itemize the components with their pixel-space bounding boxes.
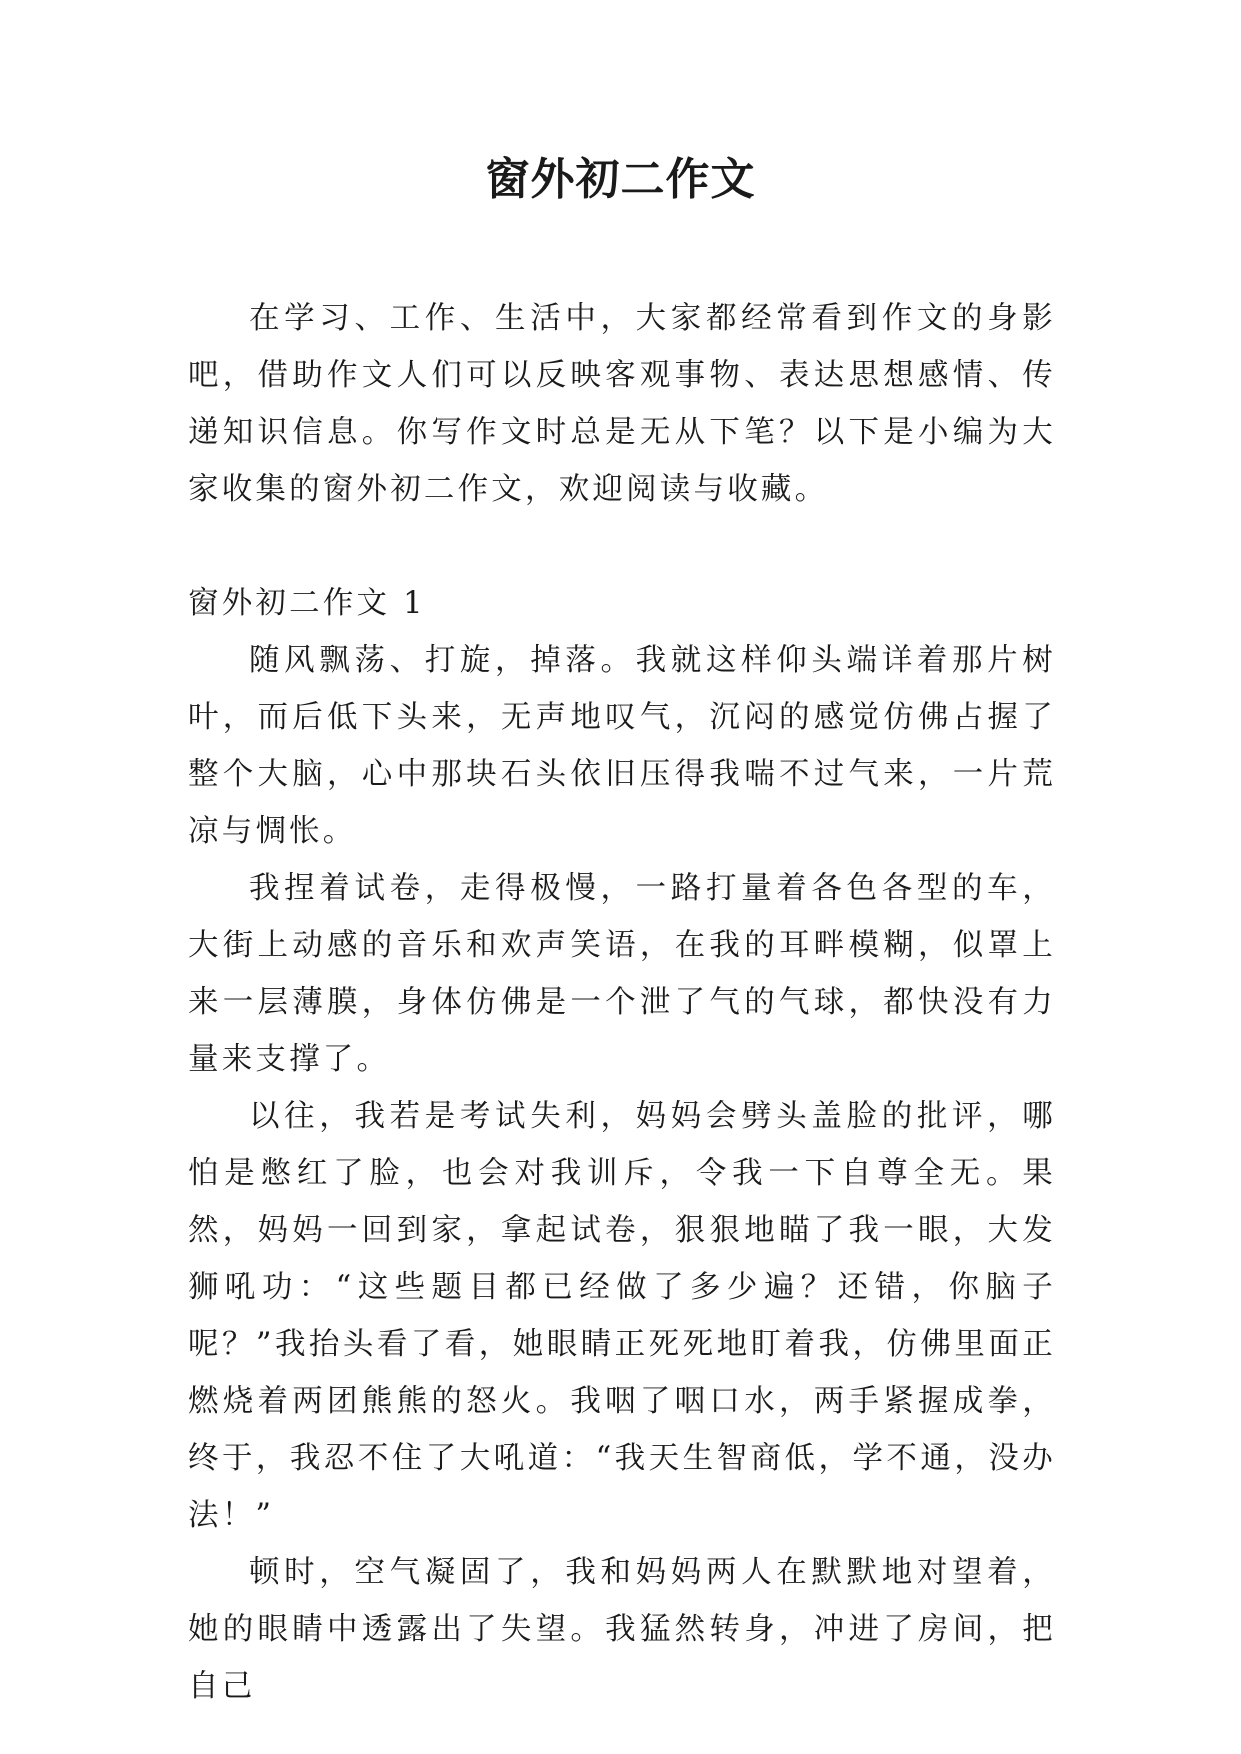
section-heading: 窗外初二作文 1 — [188, 586, 426, 621]
document-title: 窗外初二作文 — [485, 154, 756, 205]
intro-paragraph: 在学习、工作、生活中，大家都经常看到作文的身影吧，借助作文人们可以反映客观事物、表达思想感情、传递知识信息。你写作文时总是无从下笔？以下是小编为大家收集的窗外初二作文，欢迎阅读与收藏。 — [188, 301, 1056, 507]
body-paragraph: 我捏着试卷，走得极慢，一路打量着各色各型的车，大街上动感的音乐和欢声笑语，在我的耳畔模糊，似罩上来一层薄膜，身体仿佛是一个泄了气的气球，都快没有力量来支撑了。 — [188, 871, 1056, 1077]
body-paragraph: 以往，我若是考试失利，妈妈会劈头盖脸的批评，哪怕是憋红了脸，也会对我训斥，令我一下自尊全无。果然，妈妈一回到家，拿起试卷，狠狠地瞄了我一眼，大发狮吼功：“这些题目都已经做了多少遍？还错，你脑子呢？”我抬头看了看，她眼睛正死死地盯着我，仿佛里面正燃烧着两团熊熊的怒火。我咽了咽口水，两手紧握成拳，终于，我忍不住了大吼道：“我天生智商低，学不通，没办法！” — [188, 1099, 1056, 1533]
body-paragraph: 随风飘荡、打旋，掉落。我就这样仰头端详着那片树叶，而后低下头来，无声地叹气，沉闷的感觉仿佛占握了整个大脑，心中那块石头依旧压得我喘不过气来，一片荒凉与惆怅。 — [188, 643, 1056, 849]
body-paragraph: 顿时，空气凝固了，我和妈妈两人在默默地对望着，她的眼睛中透露出了失望。我猛然转身，冲进了房间，把自己 — [188, 1555, 1056, 1704]
document-body — [188, 290, 1056, 1715]
